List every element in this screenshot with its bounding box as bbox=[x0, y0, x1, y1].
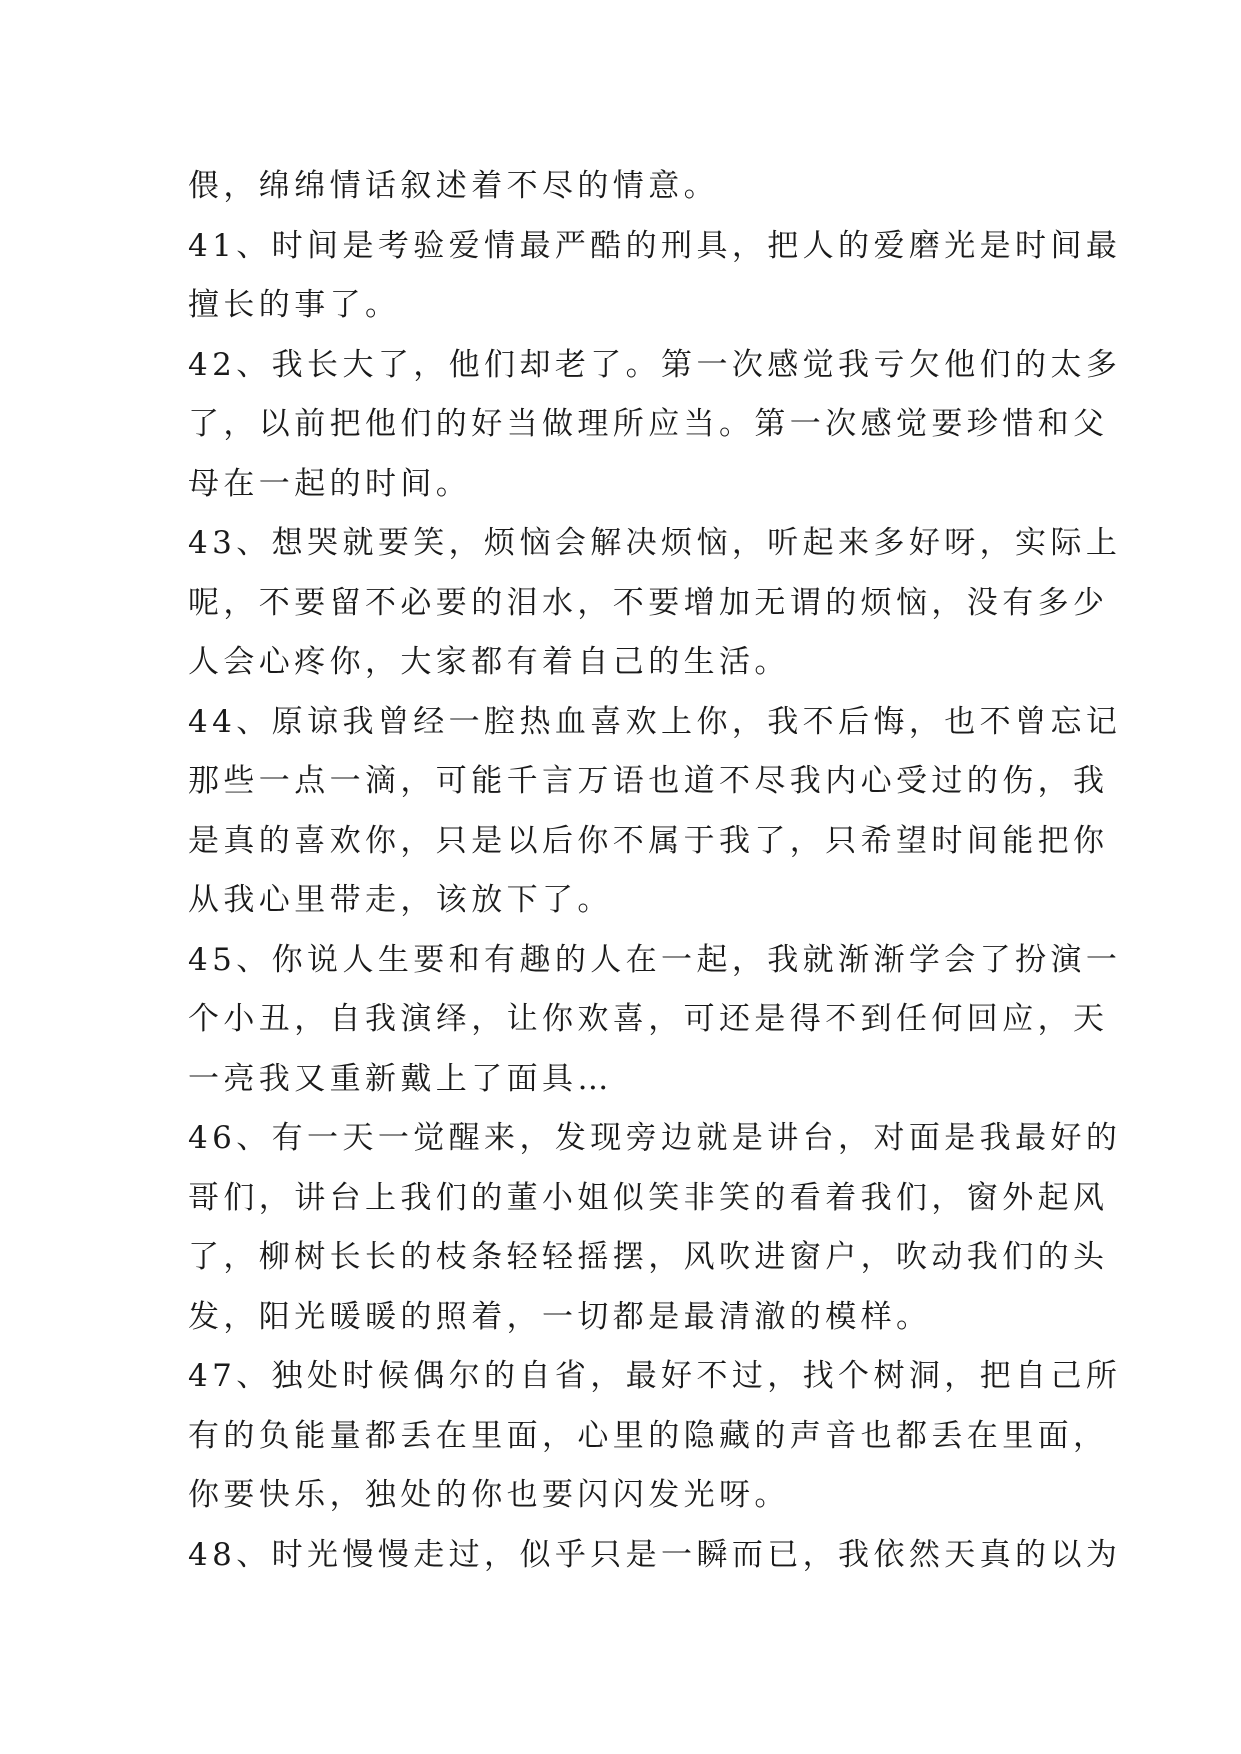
document-page bbox=[188, 157, 1122, 1585]
text-line: 呢，不要留不必要的泪水，不要增加无谓的烦恼，没有多少 bbox=[188, 584, 1109, 621]
text-line: 46、有一天一觉醒来，发现旁边就是讲台，对面是我最好的 bbox=[188, 1120, 1122, 1156]
text-line: 了，以前把他们的好当做理所应当。第一次感觉要珍惜和父 bbox=[188, 406, 1109, 442]
text-line: 了，柳树长长的枝条轻轻摇摆，风吹进窗户，吹动我们的头 bbox=[188, 1239, 1109, 1275]
text-line: 42、我长大了，他们却老了。第一次感觉我亏欠他们的太多 bbox=[188, 346, 1122, 383]
text-line: 母在一起的时间。 bbox=[188, 465, 472, 502]
text-line: 43、想哭就要笑，烦恼会解决烦恼，听起来多好呀，实际上 bbox=[188, 525, 1122, 561]
text-line: 人会心疼你，大家都有着自己的生活。 bbox=[188, 644, 790, 680]
text-line: 从我心里带走，该放下了。 bbox=[188, 882, 613, 918]
text-line: 那些一点一滴，可能千言万语也道不尽我内心受过的伤，我 bbox=[188, 763, 1109, 799]
text-line: 是真的喜欢你，只是以后你不属于我了，只希望时间能把你 bbox=[188, 822, 1109, 859]
text-line: 偎，绵绵情话叙述着不尽的情意。 bbox=[188, 168, 719, 204]
text-line: 你要快乐，独处的你也要闪闪发光呀。 bbox=[188, 1477, 790, 1513]
text-line: 一亮我又重新戴上了面具… bbox=[188, 1060, 613, 1097]
text-line: 44、原谅我曾经一腔热血喜欢上你，我不后悔，也不曾忘记 bbox=[188, 703, 1122, 740]
text-line: 48、时光慢慢走过，似乎只是一瞬而已，我依然天真的以为 bbox=[188, 1536, 1122, 1573]
text-line: 41、时间是考验爱情最严酷的刑具，把人的爱磨光是时间最 bbox=[188, 227, 1122, 264]
text-line: 擅长的事了。 bbox=[188, 287, 401, 323]
text-line: 发，阳光暖暖的照着，一切都是最清澈的模样。 bbox=[188, 1298, 932, 1335]
text-line: 45、你说人生要和有趣的人在一起，我就渐渐学会了扮演一 bbox=[188, 941, 1122, 978]
text-line: 47、独处时候偶尔的自省，最好不过，找个树洞，把自己所 bbox=[188, 1358, 1122, 1394]
text-line: 有的负能量都丢在里面，心里的隐藏的声音也都丢在里面， bbox=[188, 1417, 1109, 1454]
text-line: 个小丑，自我演绎，让你欢喜，可还是得不到任何回应，天 bbox=[188, 1001, 1109, 1037]
text-line: 哥们，讲台上我们的董小姐似笑非笑的看着我们，窗外起风 bbox=[188, 1179, 1109, 1216]
